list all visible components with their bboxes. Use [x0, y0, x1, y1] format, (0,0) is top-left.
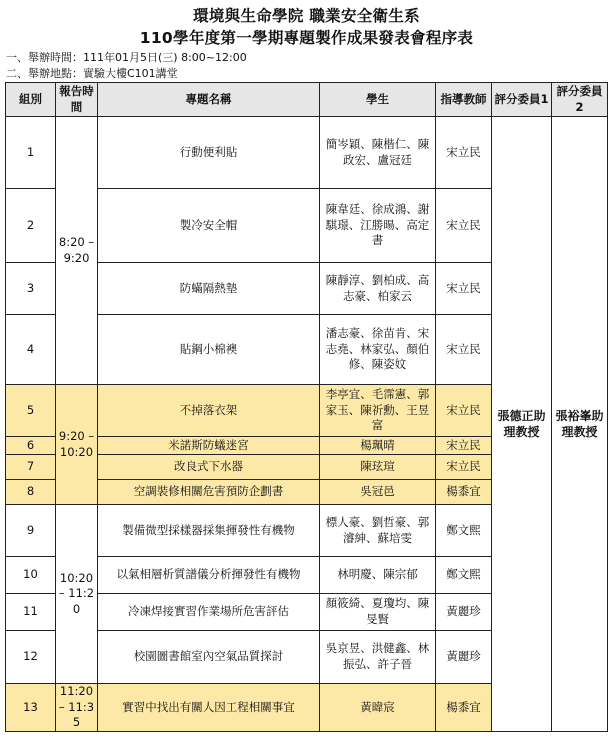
col-header-students: 學生 — [320, 83, 436, 117]
advisor-name: 黃麗珍 — [436, 594, 492, 631]
time-slot-3: 10:20 – 11:20 — [56, 505, 98, 684]
project-title: 改良式下水器 — [98, 455, 320, 480]
table-header-row — [6, 83, 608, 117]
student-names: 簡岑穎、陳楷仁、陳政宏、盧冠廷 — [320, 117, 436, 189]
student-names: 陳韋廷、徐成鴻、謝騏璟、江勝暘、高定書 — [320, 189, 436, 263]
group-number: 7 — [6, 455, 56, 480]
group-number: 11 — [6, 594, 56, 631]
project-title: 製備微型採樣器採集揮發性有機物 — [98, 505, 320, 557]
event-location: 二、舉辦地點：實驗大樓C101講堂 — [6, 67, 178, 80]
student-names: 陳靜淳、劉柏成、高志豪、柏家云 — [320, 263, 436, 315]
group-number: 10 — [6, 557, 56, 594]
page-title-department: 環境與生命學院 職業安全衛生系 — [193, 7, 420, 25]
project-title: 冷凍焊接實習作業場所危害評估 — [98, 594, 320, 631]
student-names: 楊珮晴 — [320, 437, 436, 455]
group-number: 12 — [6, 631, 56, 684]
project-title: 空調裝修相關危害預防企劃書 — [98, 480, 320, 505]
student-names: 潘志豪、徐苗肯、宋志堯、林家弘、顏伯修、陳姿妏 — [320, 315, 436, 385]
advisor-name: 楊黍宜 — [436, 684, 492, 732]
schedule-table — [5, 82, 608, 732]
advisor-name: 宋立民 — [436, 189, 492, 263]
event-date: 一、舉辦時間：111年01月5日(三) 8:00~12:00 — [6, 51, 247, 64]
project-title: 行動便利貼 — [98, 117, 320, 189]
advisor-name: 鄭文熙 — [436, 557, 492, 594]
time-slot-4: 11:20 – 11:35 — [56, 684, 98, 732]
col-header-committee2: 評分委員2 — [552, 83, 608, 117]
advisor-name: 楊黍宜 — [436, 480, 492, 505]
advisor-name: 宋立民 — [436, 315, 492, 385]
advisor-name: 宋立民 — [436, 263, 492, 315]
student-names: 標人豪、劉哲豪、郭濬紳、蘇培雯 — [320, 505, 436, 557]
group-number: 2 — [6, 189, 56, 263]
committee-member-2: 張裕峯助理教授 — [552, 117, 608, 732]
advisor-name: 黃麗珍 — [436, 631, 492, 684]
project-title: 校園圖書館室內空氣品質探討 — [98, 631, 320, 684]
advisor-name: 宋立民 — [436, 455, 492, 480]
advisor-name: 宋立民 — [436, 437, 492, 455]
student-names: 黃暐宸 — [320, 684, 436, 732]
group-number: 5 — [6, 385, 56, 437]
col-header-group: 組別 — [6, 83, 56, 117]
col-header-title: 專題名稱 — [98, 83, 320, 117]
advisor-name: 宋立民 — [436, 117, 492, 189]
student-names: 林明慶、陳宗郁 — [320, 557, 436, 594]
time-slot-1: 8:20 – 9:20 — [56, 117, 98, 385]
student-names: 陳玹瑄 — [320, 455, 436, 480]
project-title: 米諾斯防蟻迷宮 — [98, 437, 320, 455]
group-number: 1 — [6, 117, 56, 189]
student-names: 顏筱綺、夏瓊均、陳旻賢 — [320, 594, 436, 631]
project-title: 防蟎隔熱墊 — [98, 263, 320, 315]
advisor-name: 鄭文熙 — [436, 505, 492, 557]
table-row — [6, 117, 608, 189]
group-number: 9 — [6, 505, 56, 557]
project-title: 製冷安全帽 — [98, 189, 320, 263]
group-number: 8 — [6, 480, 56, 505]
advisor-name: 宋立民 — [436, 385, 492, 437]
project-title: 貼鋼小棉襖 — [98, 315, 320, 385]
group-number: 13 — [6, 684, 56, 732]
committee-member-1: 張德正助理教授 — [492, 117, 552, 732]
group-number: 3 — [6, 263, 56, 315]
group-number: 6 — [6, 437, 56, 455]
student-names: 李亭宜、毛霈憲、郭家玉、陳祈勳、王昱富 — [320, 385, 436, 437]
page-title-event: 110學年度第一學期專題製作成果發表會程序表 — [139, 29, 474, 47]
project-title: 實習中找出有關人因工程相關事宜 — [98, 684, 320, 732]
group-number: 4 — [6, 315, 56, 385]
col-header-advisor: 指導教師 — [436, 83, 492, 117]
student-names: 吳冠邑 — [320, 480, 436, 505]
time-slot-2: 9:20 – 10:20 — [56, 385, 98, 505]
col-header-time: 報告時間 — [56, 83, 98, 117]
student-names: 吳京昱、洪健鑫、林振弘、許子晉 — [320, 631, 436, 684]
project-title: 以氣相層析質譜儀分析揮發性有機物 — [98, 557, 320, 594]
project-title: 不掉落衣架 — [98, 385, 320, 437]
col-header-committee1: 評分委員1 — [492, 83, 552, 117]
